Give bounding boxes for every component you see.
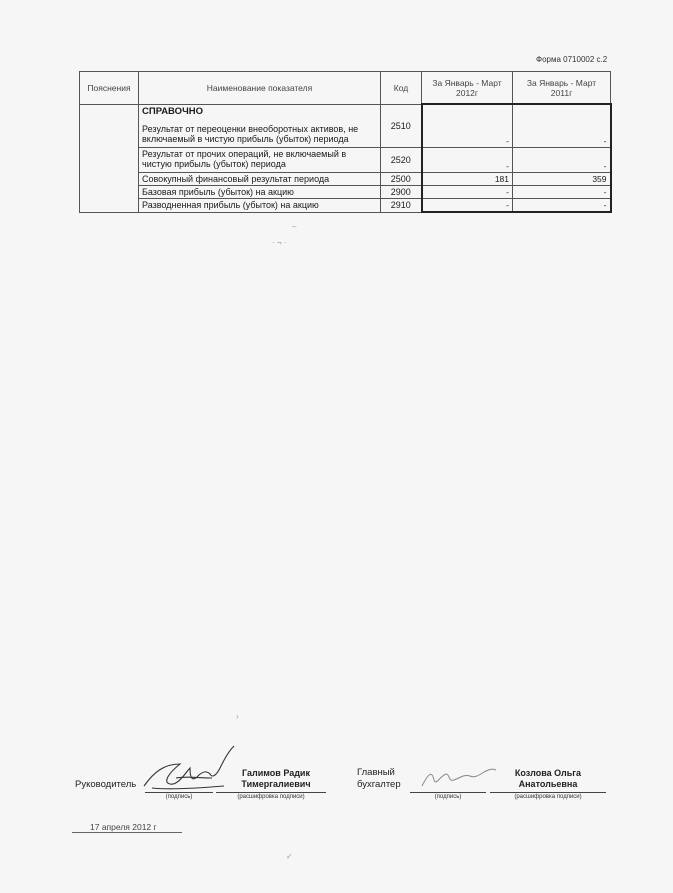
notes-cell [80, 104, 139, 212]
header-period-current: За Январь - Март 2012г [422, 72, 513, 105]
row-prev-value: - [513, 104, 611, 148]
row-name: Результат от прочих операций, не включаемый в чистую прибыль (убыток) периода [139, 148, 381, 173]
row-name: Совокупный финансовый результат периода [139, 173, 381, 186]
head-signature-image [140, 742, 240, 794]
accountant-decode-caption: (расшифровка подписи) [514, 794, 582, 800]
row-code: 2500 [381, 173, 422, 186]
report-table [79, 71, 612, 213]
table-row [80, 173, 611, 186]
scan-speck: · ¬ · [272, 238, 287, 247]
row-prev-value: - [513, 148, 611, 173]
head-sign-caption: (подпись) [165, 794, 193, 800]
accountant-sign-line [410, 792, 486, 793]
table-header-row [80, 72, 611, 105]
scan-speck: › [236, 712, 239, 721]
section-title: СПРАВОЧНО [142, 105, 203, 117]
row-code: 2910 [381, 199, 422, 213]
scan-speck: ✓ [286, 852, 293, 861]
row-prev-value: - [513, 199, 611, 213]
header-code: Код [381, 72, 422, 105]
header-name: Наименование показателя [139, 72, 381, 105]
row-name-text: Результат от переоценки внеоборотных активов, не включаемый в чистую прибыль (убыток) периода [142, 123, 359, 144]
date-underline [72, 832, 182, 833]
row-current-value: - [422, 199, 513, 213]
accountant-name: Козлова Ольга Анатольевна [514, 768, 582, 789]
row-name: Разводненная прибыль (убыток) на акцию [139, 199, 381, 213]
head-sign-line [145, 792, 213, 793]
form-reference: Форма 0710002 с.2 [536, 55, 608, 64]
table-row [80, 104, 611, 148]
table-row [80, 199, 611, 213]
head-name: Галимов Радик Тимергалиевич [241, 768, 311, 789]
head-decode-caption: (расшифровка подписи) [237, 794, 305, 800]
row-code: 2900 [381, 186, 422, 199]
document-date: 17 апреля 2012 г [90, 822, 157, 832]
header-notes: Пояснения [80, 72, 139, 105]
row-prev-value: - [513, 186, 611, 199]
row-current-value: 181 [422, 173, 513, 186]
table-row [80, 148, 611, 173]
scan-speck: – [292, 222, 297, 231]
header-period-prev: За Январь - Март 2011г [513, 72, 611, 105]
row-prev-value: 359 [513, 173, 611, 186]
row-code: 2520 [381, 148, 422, 173]
head-label: Руководитель [75, 779, 137, 790]
table-row [80, 186, 611, 199]
row-current-value: - [422, 148, 513, 173]
row-name: Базовая прибыль (убыток) на акцию [139, 186, 381, 199]
head-decode-line [216, 792, 326, 793]
row-code: 2510 [381, 104, 422, 148]
row-current-value: - [422, 104, 513, 148]
row-name [139, 104, 381, 148]
accountant-decode-line [490, 792, 606, 793]
row-current-value: - [422, 186, 513, 199]
accountant-sign-caption: (подпись) [434, 794, 462, 800]
accountant-label: Главный бухгалтер [357, 767, 401, 790]
accountant-signature-image [418, 762, 498, 792]
